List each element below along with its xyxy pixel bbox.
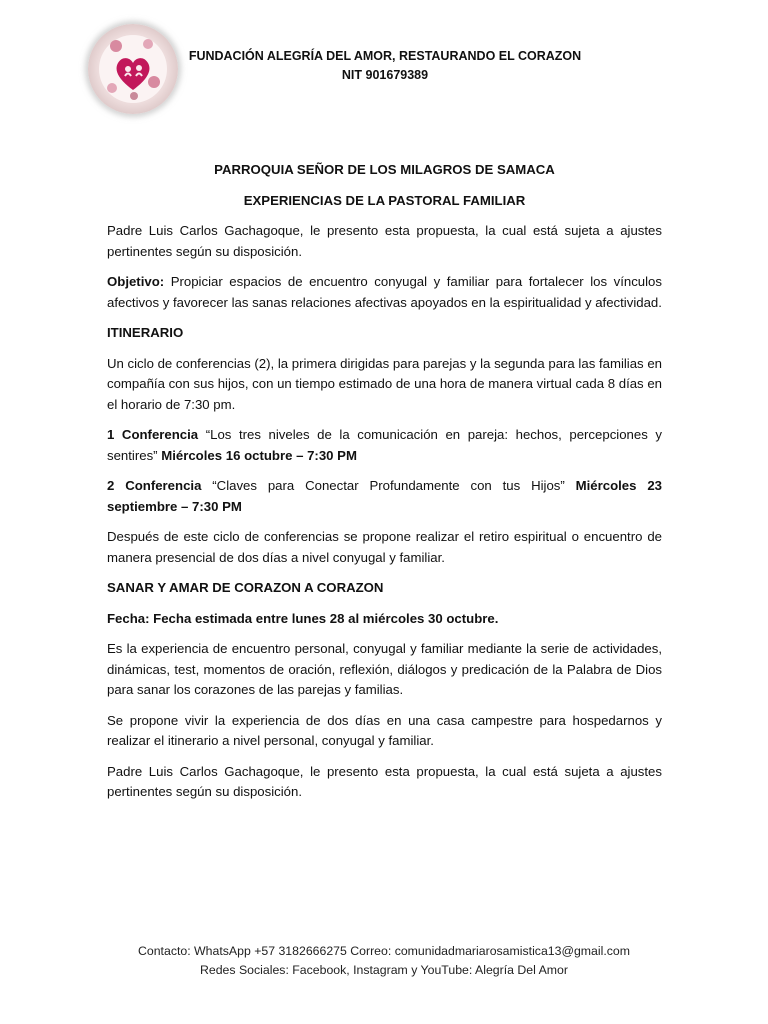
itinerary-heading: ITINERARIO [107,325,184,340]
foundation-nit: NIT 901679389 [341,68,429,82]
foundation-name: FUNDACIÓN ALEGRÍA DEL AMOR, RESTAURANDO EL CORAZON [188,49,582,63]
experiences-title: EXPERIENCIAS DE LA PASTORAL FAMILIAR [243,192,526,208]
parish-title: PARROQUIA SEÑOR DE LOS MILAGROS DE SAMACA [214,162,555,177]
itinerary-paragraph: Un ciclo de conferencias (2), la primera dirigidas para parejas y la segunda para las familias en compañía con sus hijos, con un tiempo estimado de una hora de manera virtual cada 8 días en el horario de 7:30 pm. [107,355,662,412]
objective-paragraph [107,272,662,313]
retreat-date: Fecha: Fecha estimada entre lunes 28 al miércoles 30 octubre. [107,610,499,626]
conference-2-date: Miércoles 23 septiembre – 7:30 PM [107,478,663,514]
document-header [150,47,620,85]
footer-social: Redes Sociales: Facebook, Instagram y YouTube: Alegría Del Amor [200,963,568,977]
conference-2-label: 2 Conferencia [107,478,202,493]
conference-1-paragraph [107,425,662,466]
objective-label: Objetivo: [107,274,165,289]
document-body [107,160,662,813]
retreat-description-paragraph: Es la experiencia de encuentro personal, conyugal y familiar mediante la serie de actividades, dinámicas, test, momentos de oración, reflexión, diálogos y predicación de la Palabra de Dios para sanar los corazones de las parejas y familias. [107,641,662,697]
closing-paragraph: Padre Luis Carlos Gachagoque, le presento esta propuesta, la cual está sujeta a ajustes pertinentes según su disposición. [107,763,662,799]
conference-2-paragraph [107,476,662,517]
objective-text: Propiciar espacios de encuentro conyugal y familiar para fortalecer los vínculos afectivos y favorecer las sanas relaciones afectivas apoyados en la espiritualidad y afectividad. [107,274,662,310]
conference-1-label: 1 Conferencia [107,427,199,442]
conference-2-title: “Claves para Conectar Profundamente con tus Hijos” [201,478,576,493]
footer-contact: Contacto: WhatsApp +57 3182666275 Correo: comunidadmariarosamistica13@gmail.com [138,944,630,958]
retreat-proposal-paragraph: Se propone vivir la experiencia de dos días en una casa campestre para hospedarnos y realizar el itinerario a nivel personal, conyugal y familiar. [107,712,662,748]
after-cycle-paragraph: Después de este ciclo de conferencias se propone realizar el retiro espiritual o encuentro de manera presencial de dos días a nivel conyugal y familiar. [107,529,662,565]
intro-paragraph: Padre Luis Carlos Gachagoque, le presento esta propuesta, la cual está sujeta a ajustes pertinentes según su disposición. [107,223,662,259]
conference-1-date: Miércoles 16 octubre – 7:30 PM [161,447,357,463]
document-footer [84,942,684,980]
retreat-heading: SANAR Y AMAR DE CORAZON A CORAZON [107,580,384,595]
conference-1-title: “Los tres niveles de la comunicación en pareja: hechos, percepciones y sentires” [107,427,662,463]
